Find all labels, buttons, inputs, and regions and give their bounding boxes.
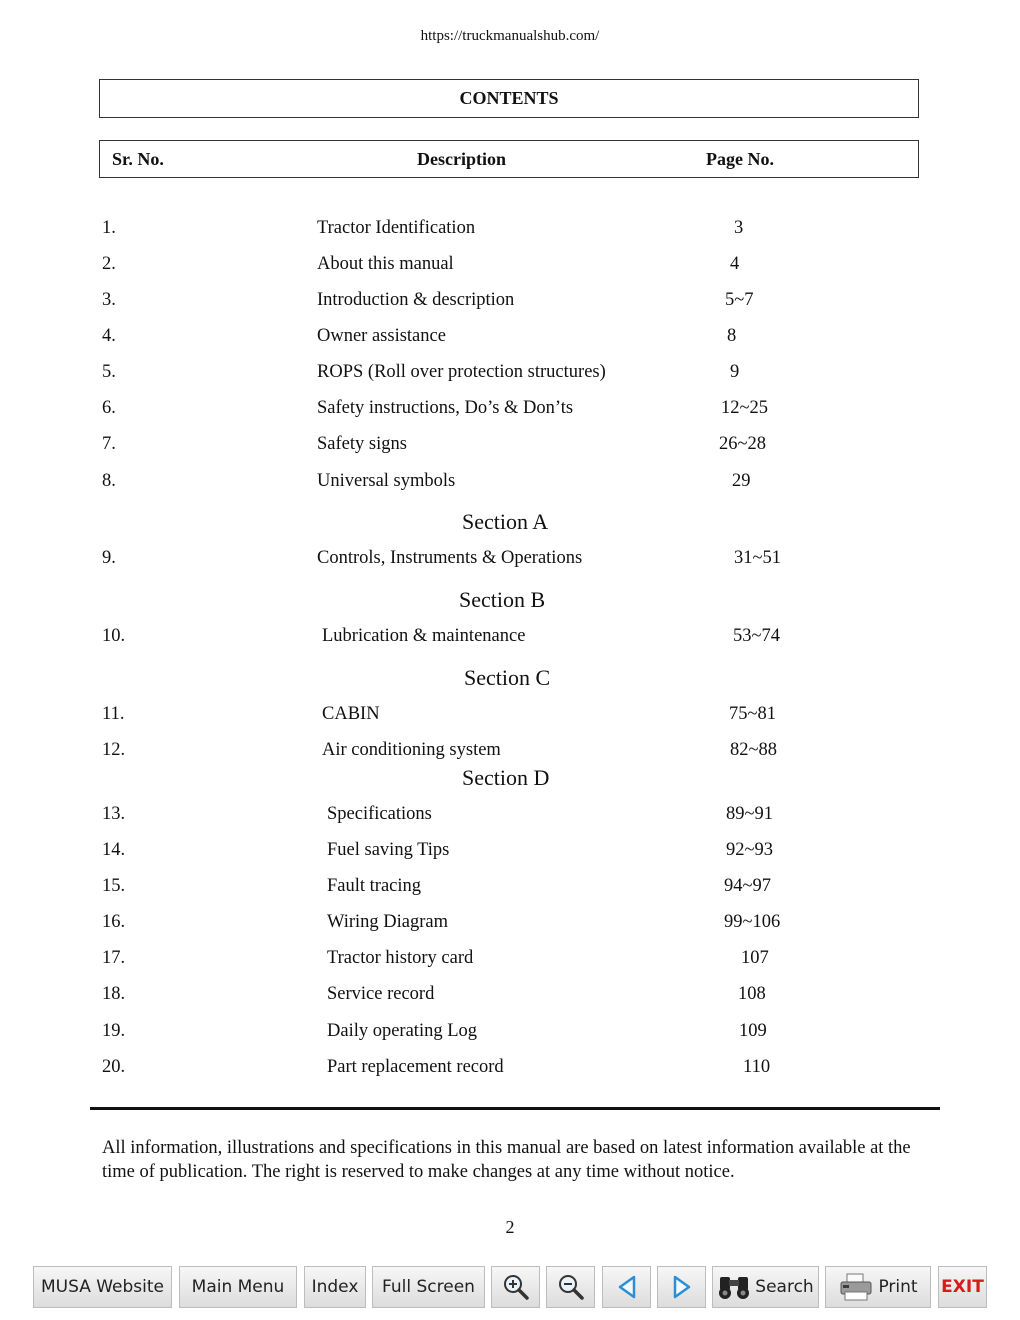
toc-page: 94~97 — [724, 876, 772, 896]
toc-number: 4. — [102, 326, 116, 346]
index-button[interactable] — [304, 1266, 366, 1308]
toc-page: 75~81 — [729, 704, 777, 724]
toc-row — [0, 471, 1020, 495]
disclaimer-text: All information, illustrations and specifications in this manual are based on latest information available at the time of publication. The right is reserved to make changes at any time without notice. — [102, 1138, 911, 1182]
toc-number: 16. — [102, 912, 126, 932]
musa-website-label: MUSA Website — [40, 1277, 165, 1297]
toc-page: 82~88 — [730, 740, 778, 760]
toc-description: Universal symbols — [317, 471, 456, 491]
toc-description: Lubrication & maintenance — [322, 626, 526, 646]
toc-page: 108 — [738, 984, 766, 1004]
toc-page: 3 — [734, 218, 744, 238]
toc-description: Air conditioning system — [322, 740, 501, 760]
toc-number: 3. — [102, 290, 116, 310]
toc-row — [0, 984, 1020, 1008]
previous-page-button[interactable] — [602, 1266, 651, 1308]
toc-page: 12~25 — [721, 398, 769, 418]
toc-row — [0, 626, 1020, 650]
toc-description: Specifications — [327, 804, 432, 824]
divider — [90, 1107, 940, 1110]
toc-row — [0, 804, 1020, 828]
toc-number: 13. — [102, 804, 126, 824]
toc-description: Fault tracing — [327, 876, 422, 896]
toc-description: Tractor history card — [327, 948, 474, 968]
toc-description: Wiring Diagram — [327, 912, 449, 932]
toc-row — [0, 876, 1020, 900]
contents-title: CONTENTS — [99, 79, 919, 118]
toc-row — [0, 1021, 1020, 1045]
toc-number: 18. — [102, 984, 126, 1004]
toc-description: Part replacement record — [327, 1057, 504, 1077]
toc-description: Fuel saving Tips — [327, 840, 450, 860]
toc-page: 31~51 — [734, 548, 782, 568]
toc-row — [0, 1057, 1020, 1081]
zoom-in-icon — [502, 1273, 530, 1301]
toc-number: 14. — [102, 840, 126, 860]
section-heading: Section D — [462, 765, 550, 790]
zoom-out-button[interactable] — [546, 1266, 595, 1308]
header-url: https://truckmanualshub.com/ — [420, 28, 600, 44]
toc-page: 109 — [739, 1021, 767, 1041]
toc-row — [0, 840, 1020, 864]
toc-page: 53~74 — [733, 626, 781, 646]
toc-page: 4 — [730, 254, 740, 274]
toc-number: 17. — [102, 948, 126, 968]
binoculars-icon — [717, 1273, 751, 1301]
toc-page: 5~7 — [725, 290, 754, 310]
toc-number: 10. — [102, 626, 126, 646]
toc-page: 92~93 — [726, 840, 774, 860]
toc-row — [0, 434, 1020, 458]
main-menu-label: Main Menu — [191, 1277, 285, 1297]
toc-row — [0, 948, 1020, 972]
printer-icon — [838, 1272, 874, 1302]
arrow-left-icon — [616, 1274, 638, 1300]
col-description: Description — [417, 149, 506, 169]
toc-row — [0, 548, 1020, 572]
toc-description: Safety signs — [317, 434, 407, 454]
col-sr-no: Sr. No. — [112, 149, 164, 169]
section-heading: Section A — [462, 509, 549, 534]
print-label: Print — [878, 1277, 918, 1297]
full-screen-label: Full Screen — [382, 1277, 475, 1297]
search-label: Search — [755, 1277, 814, 1297]
search-button[interactable] — [712, 1266, 819, 1308]
toc-number: 11. — [102, 704, 125, 724]
exit-button[interactable] — [938, 1266, 987, 1308]
zoom-in-button[interactable] — [491, 1266, 540, 1308]
print-button[interactable] — [825, 1266, 931, 1308]
main-menu-button[interactable] — [179, 1266, 297, 1308]
toc-row — [0, 740, 1020, 764]
toc-description: Service record — [327, 984, 435, 1004]
toc-row — [0, 398, 1020, 422]
toc-page: 99~106 — [724, 912, 781, 932]
toc-page: 107 — [741, 948, 769, 968]
toc-row — [0, 326, 1020, 350]
toc-page: 9 — [730, 362, 740, 382]
section-heading: Section B — [459, 587, 546, 612]
toc-number: 1. — [102, 218, 116, 238]
col-page-no: Page No. — [706, 149, 774, 169]
toc-description: Owner assistance — [317, 326, 446, 346]
toc-number: 2. — [102, 254, 116, 274]
toc-row — [0, 704, 1020, 728]
musa-website-button[interactable] — [33, 1266, 172, 1308]
toc-description: Safety instructions, Do’s & Don’ts — [317, 398, 574, 418]
next-page-button[interactable] — [657, 1266, 706, 1308]
toc-row — [0, 912, 1020, 936]
toc-description: ROPS (Roll over protection structures) — [317, 362, 606, 382]
column-headers — [99, 140, 919, 178]
toc-page: 89~91 — [726, 804, 774, 824]
toc-number: 9. — [102, 548, 116, 568]
toc-page: 29 — [732, 471, 751, 491]
section-heading: Section C — [464, 665, 551, 690]
index-label: Index — [311, 1277, 359, 1297]
toc-description: CABIN — [322, 704, 380, 724]
toc-number: 20. — [102, 1057, 126, 1077]
toc-number: 12. — [102, 740, 126, 760]
toc-description: Introduction & description — [317, 290, 515, 310]
full-screen-button[interactable] — [372, 1266, 485, 1308]
zoom-out-icon — [557, 1273, 585, 1301]
toc-number: 6. — [102, 398, 116, 418]
toc-page: 8 — [727, 326, 737, 346]
toc-number: 15. — [102, 876, 126, 896]
toc-page: 110 — [743, 1057, 771, 1077]
toc-description: Controls, Instruments & Operations — [317, 548, 583, 568]
toc-number: 7. — [102, 434, 116, 454]
toc-number: 8. — [102, 471, 116, 491]
toc-number: 5. — [102, 362, 116, 382]
toc-row — [0, 290, 1020, 314]
toc-number: 19. — [102, 1021, 126, 1041]
toc-description: Daily operating Log — [327, 1021, 478, 1041]
exit-label: EXIT — [941, 1277, 984, 1297]
toc-description: About this manual — [317, 254, 454, 274]
toc-row — [0, 218, 1020, 242]
toc-row — [0, 254, 1020, 278]
toc-description: Tractor Identification — [317, 218, 476, 238]
arrow-right-icon — [671, 1274, 693, 1300]
toc-row — [0, 362, 1020, 386]
page-number: 2 — [505, 1217, 515, 1237]
toc-page: 26~28 — [719, 434, 767, 454]
